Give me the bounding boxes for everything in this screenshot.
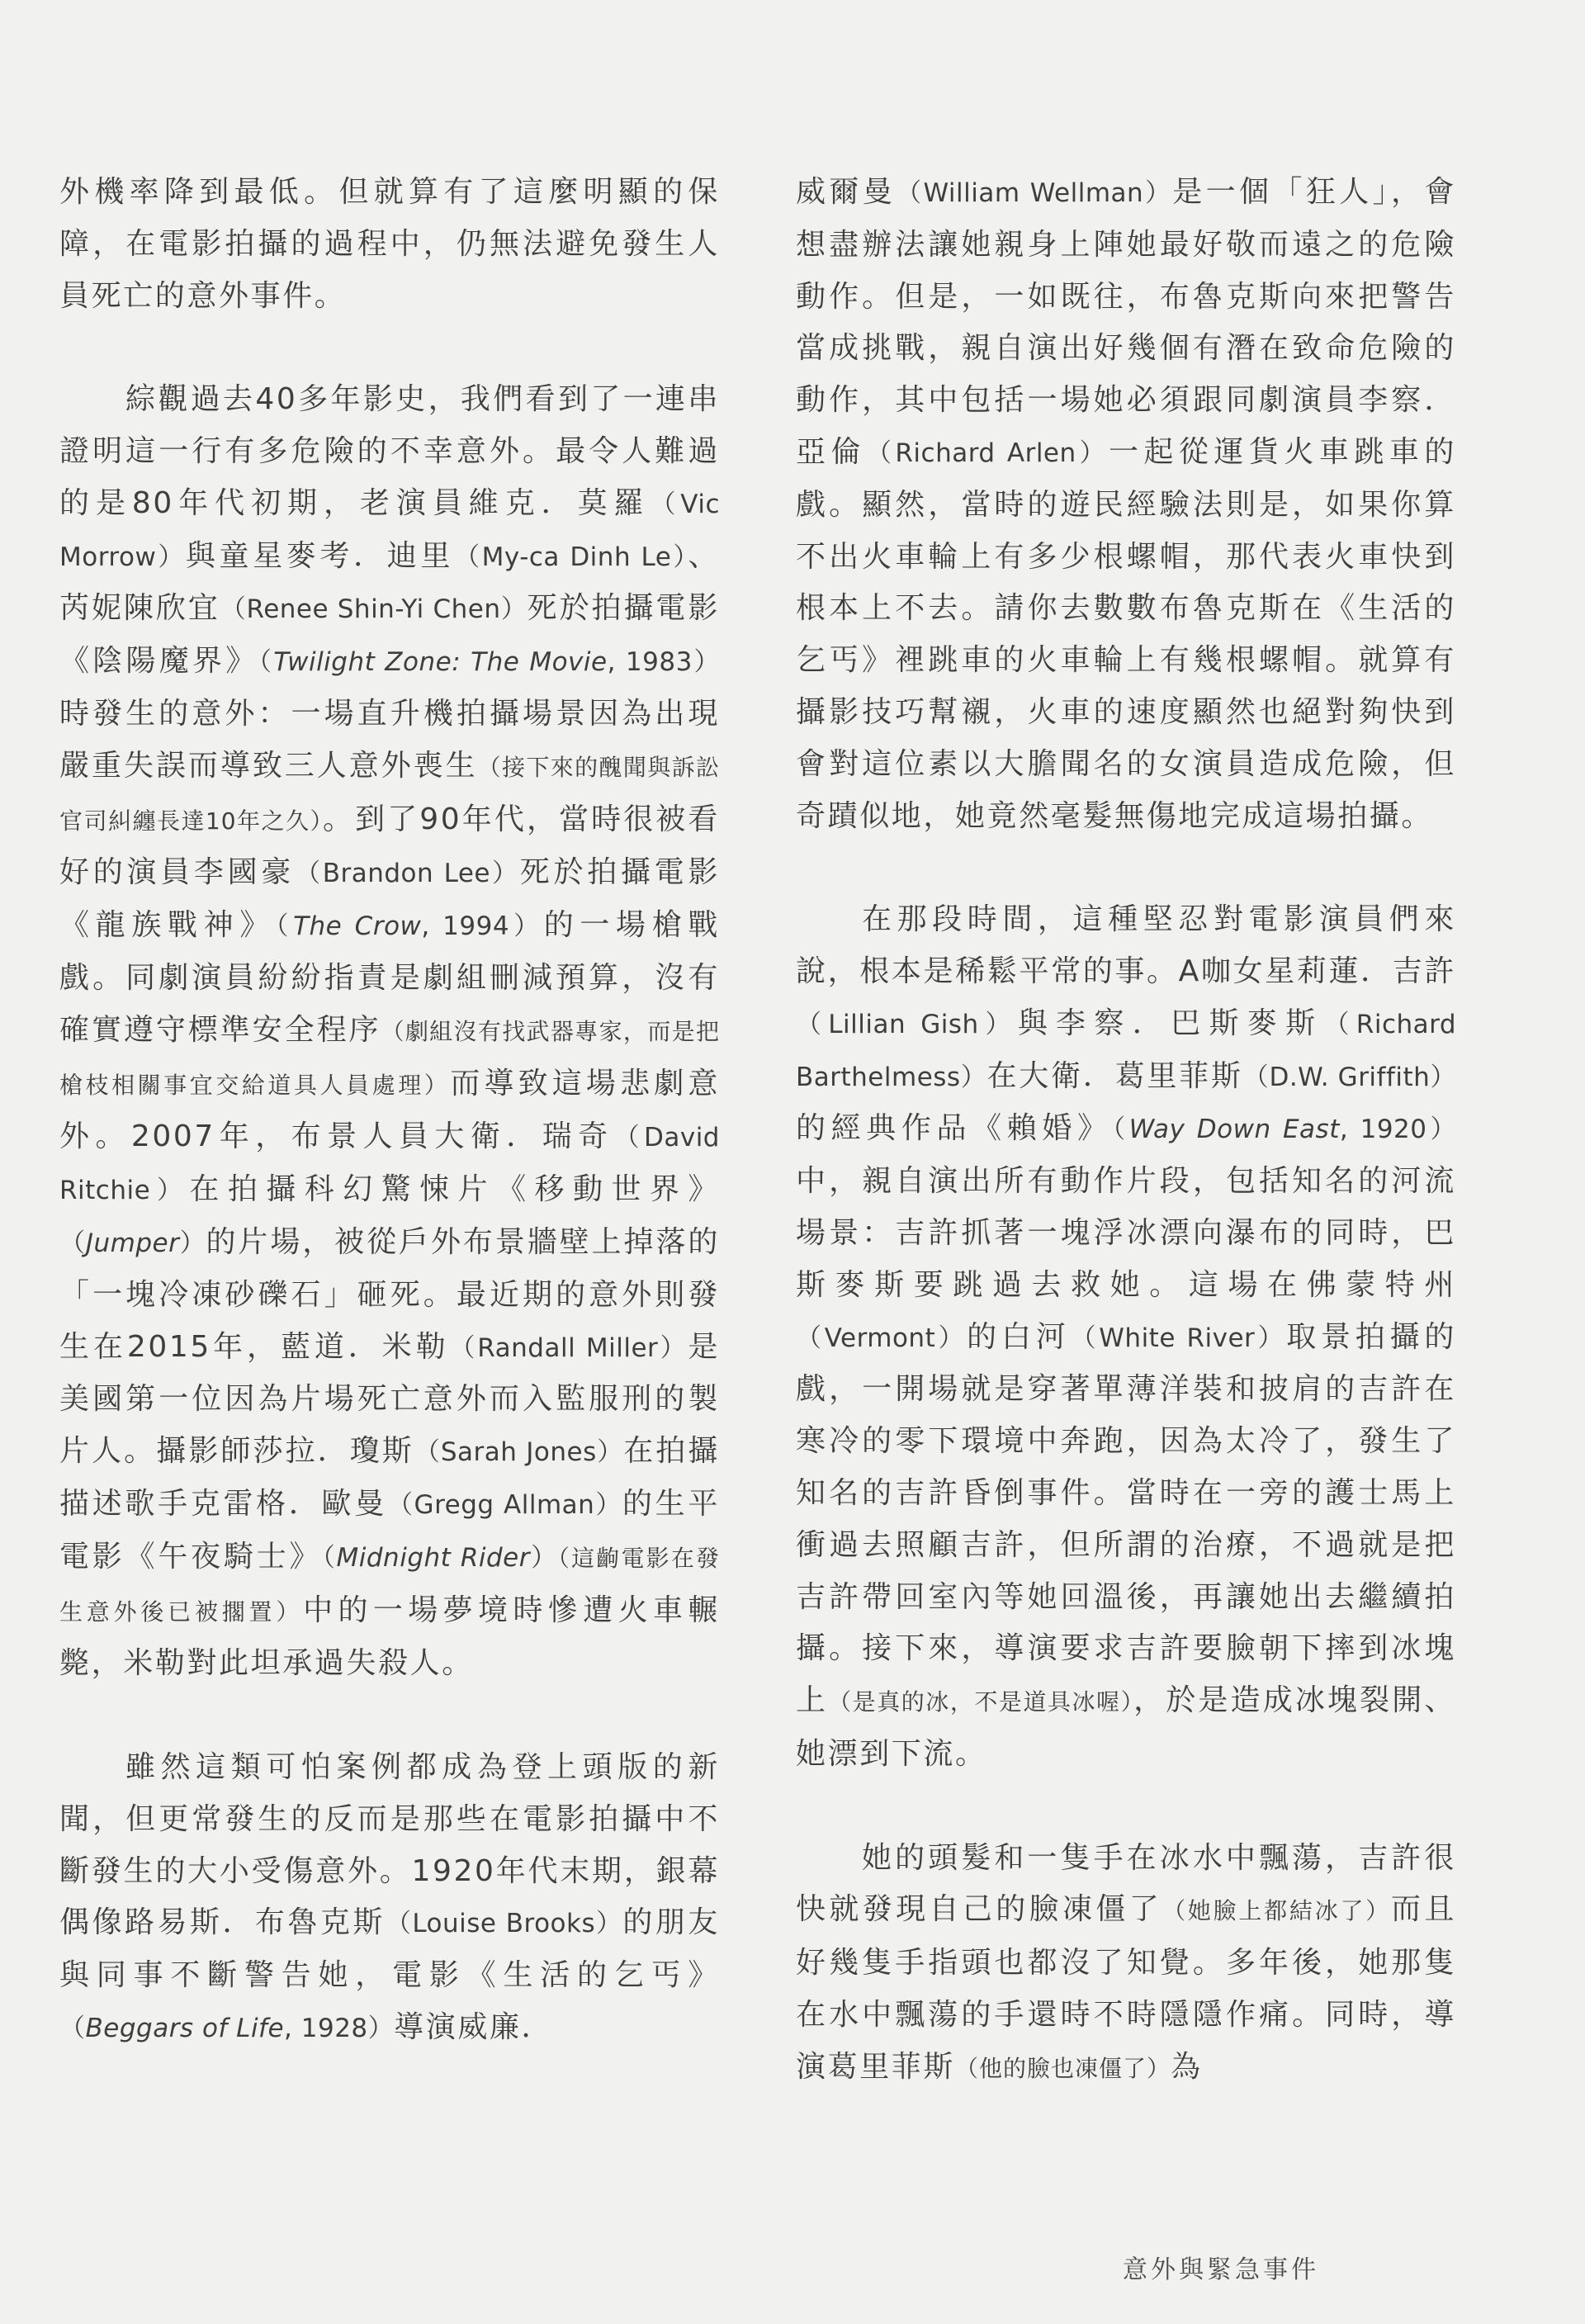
- english-name: （D.W. Griffith）: [1242, 1062, 1456, 1092]
- text-run: 在那段時間，這種堅忍對電影演員們來說，根本是稀鬆平常的事。A咖女星莉蓮．吉許: [796, 902, 1456, 988]
- paren-open: （: [322, 1542, 337, 1573]
- english-name: （William Wellman）: [896, 178, 1173, 208]
- film-title-english: Twilight Zone: The Movie: [273, 647, 608, 678]
- text-run: 、芮妮陳欣宜: [59, 538, 720, 626]
- english-name: （Renee Shin-Yi Chen）: [220, 594, 528, 625]
- text-run: 雖然這類可怕案例都成為登上頭版的新聞，但更常發生的反而是那些在電影拍攝中不斷發生的大小受傷意外。1920年代末期，銀幕偶像路易斯．布魯克斯: [59, 1749, 720, 1940]
- english-name: （Vermont）: [796, 1323, 968, 1353]
- film-year: , 1983）: [607, 647, 720, 678]
- text-run: 的白河: [967, 1319, 1071, 1354]
- footnote-aside: （劇組沒有找武器專家，而是把槍枝相關事宜交給道具人員處理）: [59, 1017, 720, 1099]
- paren-close: ）: [179, 1228, 206, 1258]
- paren-open: （: [59, 2013, 86, 2043]
- paragraph-5: [796, 894, 1456, 1781]
- paren-open: （: [59, 1228, 86, 1258]
- footnote-aside: （是真的冰，不是道具冰喔）: [828, 1688, 1134, 1716]
- paren-close: ）: [529, 1542, 558, 1573]
- text-run: 一起從運貨火車跳車的戲。顯然，當時的遊民經驗法則是，如果你算不出火車輪上有多少根螺帽，那代表火車快到根本上不去。請你去數數布魯克斯在《生活的乞丐》裡跳車的火車輪上有幾根螺帽。就算有攝影技巧幫襯，火車的速度顯然也絕對夠快到會對這位素以大膽聞名的女演員造成危險，但奇蹟似地，她竟然毫髮無傷地完成這場拍攝。: [796, 434, 1456, 833]
- text-run: 死於拍攝電影《陰陽魔界》: [59, 591, 720, 679]
- text-run: 的經典作品《賴婚》: [796, 1111, 1113, 1146]
- paragraph-3: [59, 1742, 720, 2055]
- english-name: （Gregg Allman）: [386, 1489, 622, 1520]
- text-run: ，於是造成冰塊裂開、她漂到下流。: [796, 1683, 1456, 1771]
- english-name: （Randall Miller）: [449, 1332, 688, 1363]
- footnote-aside: （這齣電影在發生意外後已被擱置）: [59, 1544, 721, 1626]
- paragraph-6: [796, 1833, 1456, 2095]
- film-title-english: The Crow: [293, 911, 422, 942]
- film-year: , 1928）: [284, 2013, 395, 2043]
- text-run: 是美國第一位因為片場死亡意外而入監服刑的製片人。攝影師莎拉．瓊斯: [59, 1329, 720, 1469]
- film-title-english: Midnight Rider: [336, 1542, 530, 1573]
- text-run: 在拍攝科幻驚悚片《移動世界》: [189, 1172, 720, 1207]
- paren-open: （: [1112, 1115, 1129, 1145]
- english-name: （Louise Brooks）: [385, 1909, 623, 1939]
- text-run: 的朋友與同事不斷警告她，電影《生活的乞丐》: [59, 1905, 720, 1993]
- text-run: 的一場槍戰戲。同劇演員紛紛指責是劇組刪減預算，沒有確實遵守標準安全程序: [59, 908, 720, 1047]
- film-year: , 1920）: [1339, 1115, 1457, 1145]
- footnote-aside: （他的臉也凍僵了）: [955, 2054, 1171, 2082]
- text-run: 的生平電影《午夜騎士》: [59, 1486, 720, 1574]
- left-column: [59, 167, 720, 2055]
- footnote-aside: （她臉上都結冰了）: [1162, 1897, 1392, 1925]
- right-column: [796, 167, 1456, 2094]
- film-title-english: Way Down East: [1128, 1115, 1340, 1145]
- text-run: 時發生的意外：一場直升機拍攝場景因為出現嚴重失誤而導致三人意外喪生: [59, 696, 720, 783]
- english-name: （Brandon Lee）: [295, 859, 520, 889]
- text-run: 取景拍攝的戲，一開場就是穿著單薄洋裝和披肩的吉許在寒冷的零下環境中奔跑，因為太冷了，發生了知名的吉許昏倒事件。當時在一旁的護士馬上衝過去照顧吉許，但所謂的治療，不過就是把吉許帶回室內等她回溫後，再讓她出去繼續拍攝。接下來，導演要求吉許要臉朝下摔到冰塊上: [796, 1319, 1456, 1718]
- text-run: 威爾曼: [796, 175, 897, 209]
- text-run: 為: [1171, 2049, 1203, 2084]
- text-run: 與李察．巴斯麥斯: [1017, 1006, 1324, 1040]
- text-run: 綜觀過去40多年影史，我們看到了一連串證明這一行有多危險的不幸意外。最令人難過的是80年代初期，老演員維克．莫羅: [59, 382, 720, 520]
- footnote-aside: （接下來的醜聞與訴訟官司糾纏長達10年之久）: [59, 753, 720, 835]
- paragraph-4: [796, 167, 1456, 842]
- running-footer: 意外與緊急事件: [1123, 2255, 1319, 2284]
- english-name: （Richard Barthelmess）: [796, 1009, 1457, 1092]
- text-run: 導演威廉．: [394, 2009, 554, 2044]
- english-name: （White River）: [1070, 1323, 1287, 1353]
- text-run: 是一個「狂人」，會想盡辦法讓她親身上陣她最好敬而遠之的危險動作。但是，一如既往，布魯克斯向來把警告當成挑戰，親自演出好幾個有潛在致命危險的動作，其中包括一場她必須跟同劇演員李察．亞倫: [796, 175, 1456, 469]
- english-name: （David Ritchie）: [59, 1123, 720, 1206]
- english-name: （Sarah Jones）: [414, 1437, 624, 1468]
- english-name: （Vic Morrow）: [59, 489, 720, 572]
- text-run: 中的一場夢境時慘遭火車輾斃，米勒對此坦承過失殺人。: [59, 1593, 720, 1681]
- text-run: 而且好幾隻手指頭也都沒了知覺。多年後，她那隻在水中飄蕩的手還時不時隱隱作痛。同時，導演葛里菲斯: [796, 1892, 1456, 2084]
- paragraph-text: 外機率降到最低。但就算有了這麼明顯的保障，在電影拍攝的過程中，仍無法避免發生人員死亡的意外事件。: [59, 175, 720, 313]
- paren-open: （: [276, 911, 294, 942]
- text-run: 的片場，被從戶外布景牆壁上掉落的「一塊冷凍砂礫石」砸死。最近期的意外則發生在2015年，藍道．米勒: [59, 1224, 720, 1364]
- paren-open: （: [258, 647, 274, 678]
- paragraph-2: [59, 374, 720, 1690]
- text-run: 在大衛．葛里菲斯: [986, 1058, 1243, 1093]
- text-run: 在拍攝描述歌手克雷格．歐曼: [59, 1434, 720, 1521]
- film-year: , 1994）: [421, 911, 544, 942]
- text-run: 她的頭髮和一隻手在冰水中飄蕩，吉許很快就發現自己的臉凍僵了: [796, 1840, 1456, 1927]
- english-name: （Richard Arlen）: [866, 438, 1109, 468]
- text-run: 與童星麥考．迪里: [185, 538, 455, 573]
- text-run: 中，親自演出所有動作片段，包括知名的河流場景：吉許抓著一塊浮冰漂向瀑布的同時，巴斯麥斯要跳過去救她。這場在佛蒙特州: [796, 1164, 1456, 1302]
- english-name: （Lillian Gish）: [796, 1009, 1018, 1039]
- text-run: 。到了90年代，當時很被看好的演員李國豪: [59, 802, 720, 890]
- film-title-english: Beggars of Life: [85, 2013, 285, 2043]
- english-name: （My-ca Dinh Le）: [454, 542, 688, 572]
- text-run: 死於拍攝電影《龍族戰神》: [59, 855, 720, 943]
- film-title-english: Jumper: [85, 1228, 180, 1258]
- text-run: 而導致這場悲劇意外。2007年，布景人員大衛．瑞奇: [59, 1066, 720, 1154]
- paragraph-1: [59, 167, 720, 322]
